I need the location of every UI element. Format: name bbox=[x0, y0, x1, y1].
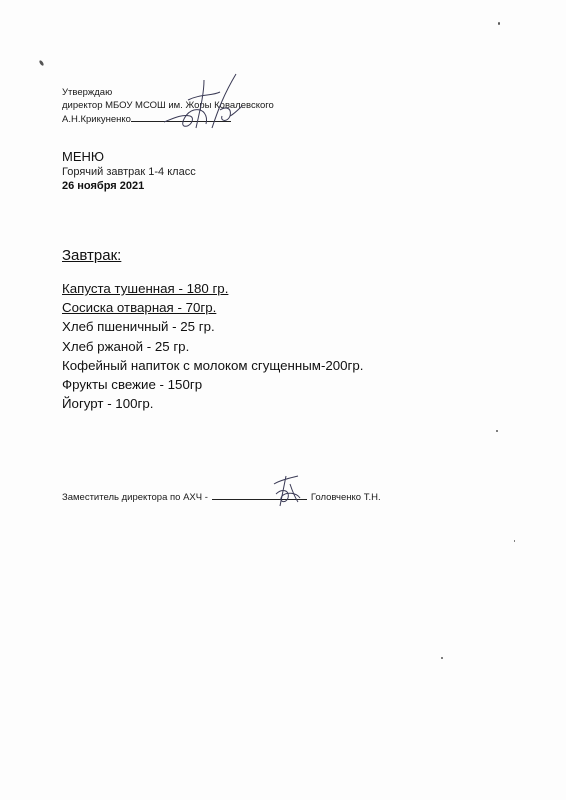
list-item: Кофейный напиток с молоком сгущенным-200гр. bbox=[62, 357, 364, 373]
list-item: Сосиска отварная - 70гр. bbox=[62, 300, 217, 316]
list-item: Фрукты свежие - 150гр bbox=[62, 377, 203, 393]
menu-subtitle: Горячий завтрак 1-4 класс bbox=[62, 166, 196, 178]
approval-heading: Утверждаю bbox=[62, 87, 113, 98]
menu-date: 26 ноября 2021 bbox=[62, 180, 145, 192]
menu-header bbox=[62, 149, 196, 194]
breakfast-items bbox=[62, 279, 364, 413]
scan-speck bbox=[498, 22, 500, 25]
list-item: Хлеб пшеничный - 25 гр. bbox=[62, 319, 215, 335]
scan-speck bbox=[39, 60, 45, 67]
list-item: Йогурт - 100гр. bbox=[62, 396, 154, 412]
deputy-signature bbox=[268, 470, 308, 510]
breakfast-heading: Завтрак: bbox=[62, 247, 122, 264]
menu-title: МЕНЮ bbox=[62, 149, 105, 164]
approval-position: директор МБОУ МСОШ им. Жоры Ковалевского bbox=[62, 100, 274, 111]
deputy-signature-line bbox=[62, 490, 381, 504]
deputy-label: Заместитель директора по АХЧ - bbox=[62, 492, 208, 503]
list-item: Хлеб ржаной - 25 гр. bbox=[62, 338, 190, 354]
deputy-name: Головченко Т.Н. bbox=[310, 492, 381, 503]
scan-speck bbox=[441, 657, 443, 659]
scan-speck bbox=[496, 430, 498, 432]
approval-signer-name: А.Н.Крикуненко bbox=[62, 114, 131, 125]
director-signature bbox=[160, 70, 250, 140]
list-item: Капуста тушенная - 180 гр. bbox=[62, 281, 229, 296]
scan-speck bbox=[514, 540, 515, 542]
